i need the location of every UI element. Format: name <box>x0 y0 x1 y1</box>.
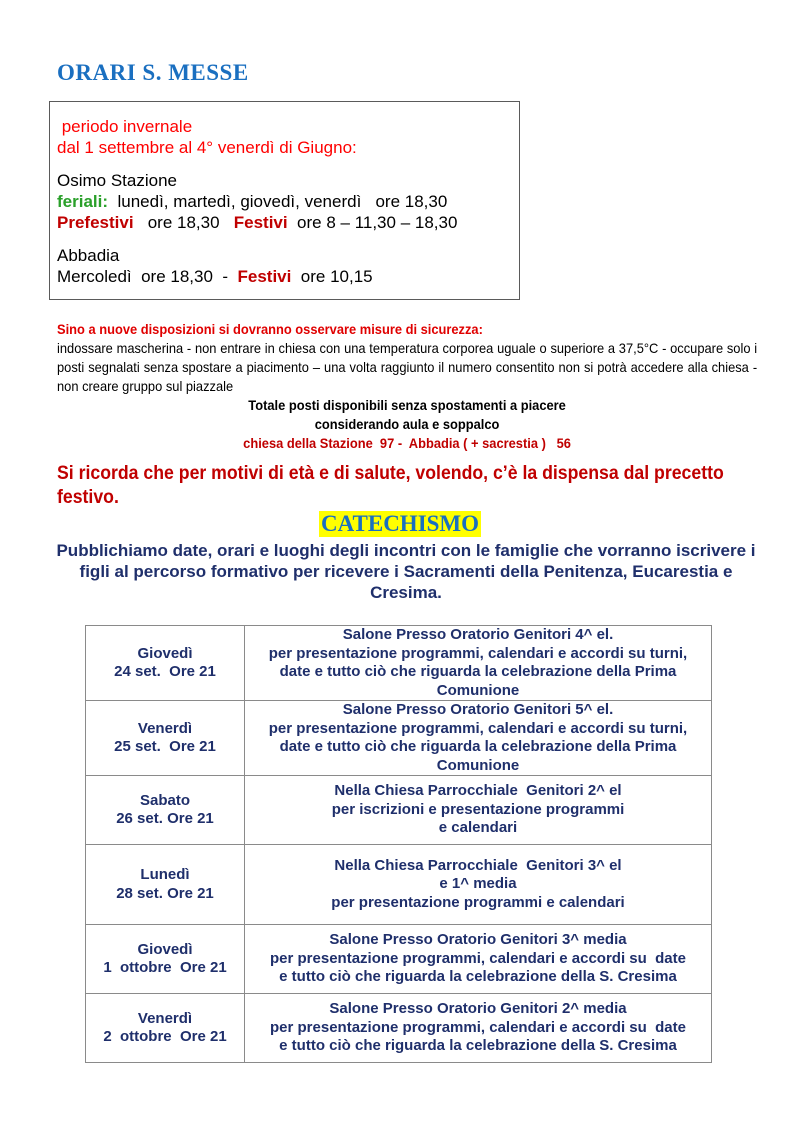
meeting-detail-line: e tutto ciò che riguarda la celebrazione della S. Cresima <box>279 968 677 986</box>
meeting-detail-line: Nella Chiesa Parrocchiale Genitori 3^ el <box>334 856 622 874</box>
meeting-detail-line: per presentazione programmi, calendari e accordi su date <box>270 949 686 967</box>
meeting-date-time: 2 ottobre Ore 21 <box>103 1028 227 1045</box>
feriali-text: lunedì, martedì, giovedì, venerdì ore 18,30 <box>108 192 448 211</box>
meeting-detail-line: e calendari <box>438 819 518 837</box>
table-row <box>86 845 712 925</box>
meeting-day: Giovedì <box>137 644 193 662</box>
meeting-detail-line: per presentazione programmi, calendari e accordi su date <box>270 1018 686 1036</box>
prefestivi-text: ore 18,30 <box>133 213 234 232</box>
abbadia-festivi-text: ore 10,15 <box>291 267 373 286</box>
safety-notice <box>57 320 757 453</box>
period-label: periodo invernale <box>57 117 193 136</box>
meeting-when-cell <box>86 845 245 925</box>
meeting-detail-line: Salone Presso Oratorio Genitori 3^ media <box>329 931 627 949</box>
meeting-details-cell <box>245 994 712 1063</box>
meeting-detail-line: Salone Presso Oratorio Genitori 2^ media <box>329 1000 627 1018</box>
meeting-date-time: 28 set. Ore 21 <box>116 884 214 902</box>
meeting-detail-line: per presentazione programmi e calendari <box>331 893 625 911</box>
seats-total-line1: Totale posti disponibili senza spostamenti a piacere <box>248 397 566 413</box>
meeting-details-cell <box>245 626 712 701</box>
meeting-day: Sabato <box>139 791 190 809</box>
feriali-line <box>57 191 519 212</box>
notice-body: indossare mascherina - non entrare in chiesa con una temperatura corporea uguale o superiore a 37,5°C - occupare solo i posti segnalati senza spostare a piacimento – una volta raggiunto il numero consentito non si potrà accedere alla chiesa - non creare gruppo sul piazzale <box>57 340 758 394</box>
meeting-detail-line: per presentazione programmi, calendari e accordi su turni, <box>268 644 688 662</box>
meeting-when-cell <box>86 626 245 701</box>
seats-total-line2: considerando aula e soppalco <box>314 416 500 432</box>
meeting-when-cell <box>86 925 245 994</box>
table-row <box>86 994 712 1063</box>
meeting-details-cell <box>245 701 712 776</box>
festivi-text: ore 8 – 11,30 – 18,30 <box>287 213 458 232</box>
meeting-details-cell <box>245 776 712 845</box>
stazione-name: Osimo Stazione <box>57 171 177 190</box>
period-range: dal 1 settembre al 4° venerdì di Giugno: <box>57 138 357 157</box>
meeting-day: Venerdì <box>137 1009 193 1027</box>
festivi-label: Festivi <box>233 213 288 232</box>
table-row <box>86 701 712 776</box>
meeting-day: Giovedì <box>137 940 193 958</box>
meeting-detail-line: date e tutto ciò che riguarda la celebrazione della Prima <box>279 663 677 680</box>
meeting-when-cell <box>86 701 245 776</box>
abbadia-weekday: Mercoledì ore 18,30 - <box>57 267 238 286</box>
meeting-when-cell <box>86 994 245 1063</box>
meeting-date-time: 1 ottobre Ore 21 <box>103 959 227 976</box>
feriali-label: feriali: <box>57 192 109 211</box>
seats-total-line3: chiesa della Stazione 97 - Abbadia ( + sacrestia ) 56 <box>243 435 571 451</box>
table-row <box>86 776 712 845</box>
masses-title: ORARI S. MESSE <box>57 60 249 85</box>
meeting-detail-line: date e tutto ciò che riguarda la celebrazione della Prima <box>279 738 677 755</box>
table-row <box>86 626 712 701</box>
meeting-detail-line: Salone Presso Oratorio Genitori 5^ el. <box>342 701 614 718</box>
festivi-line <box>57 212 519 233</box>
meeting-when-cell <box>86 776 245 845</box>
catechismo-intro: Pubblichiamo date, orari e luoghi degli incontri con le famiglie che vorranno iscrivere i figli al percorso formativo per ricevere i Sacramenti della Penitenza, Eucarestia e Cresima. <box>56 541 756 602</box>
meeting-detail-line: Salone Presso Oratorio Genitori 4^ el. <box>342 626 614 643</box>
meeting-detail-line: e 1^ media <box>439 875 517 893</box>
abbadia-line <box>57 266 519 287</box>
meeting-detail-line: e tutto ciò che riguarda la celebrazione della S. Cresima <box>279 1037 677 1055</box>
meeting-detail-line: Nella Chiesa Parrocchiale Genitori 2^ el <box>334 782 622 800</box>
meeting-details-cell <box>245 925 712 994</box>
catechismo-schedule-table <box>85 625 712 1063</box>
mass-schedule-box <box>49 101 520 300</box>
notice-title: Sino a nuove disposizioni si dovranno osservare misure di sicurezza: <box>57 321 483 337</box>
abbadia-name: Abbadia <box>57 246 120 265</box>
meeting-detail-line: per iscrizioni e presentazione programmi <box>331 800 625 818</box>
prefestivi-label: Prefestivi <box>57 213 134 232</box>
meeting-date-time: 25 set. Ore 21 <box>114 738 216 755</box>
dispensation-reminder: Si ricorda che per motivi di età e di salute, volendo, c’è la dispensa dal precetto festivo. <box>57 463 724 508</box>
abbadia-festivi-label: Festivi <box>237 267 292 286</box>
meeting-details-cell <box>245 845 712 925</box>
meeting-day: Venerdì <box>137 719 193 737</box>
catechismo-title: CATECHISMO <box>321 511 480 536</box>
meeting-date-time: 24 set. Ore 21 <box>114 663 216 680</box>
meeting-date-time: 26 set. Ore 21 <box>116 810 214 827</box>
table-row <box>86 925 712 994</box>
meeting-day: Lunedì <box>140 866 190 883</box>
meeting-detail-line: Comunione <box>436 756 520 774</box>
meeting-detail-line: Comunione <box>436 681 520 699</box>
meeting-detail-line: per presentazione programmi, calendari e accordi su turni, <box>268 719 688 737</box>
